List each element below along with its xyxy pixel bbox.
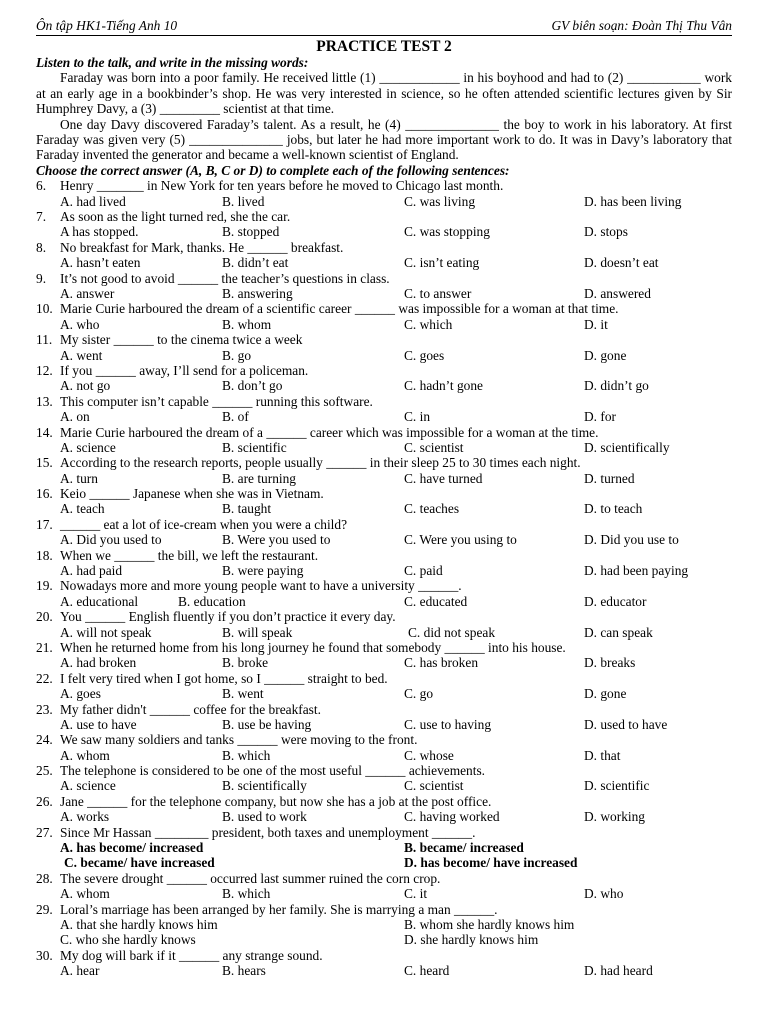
question-text: We saw many soldiers and tanks ______ were moving to the front.: [60, 732, 418, 748]
listen-instruction: Listen to the talk, and write in the missing words:: [36, 55, 309, 70]
option-c[interactable]: C. goes: [404, 347, 445, 363]
question-number: 21.: [36, 639, 53, 655]
option-d[interactable]: D. that: [584, 747, 621, 763]
question-item: [36, 486, 732, 501]
option-d[interactable]: D. had heard: [584, 963, 653, 979]
paragraph-2: [36, 117, 732, 163]
question-number: 23.: [36, 701, 53, 717]
option-b[interactable]: B. whom: [222, 316, 272, 332]
question-number: 28.: [36, 870, 53, 886]
question-text: The severe drought ______ occurred last summer ruined the corn crop.: [60, 870, 441, 886]
question-item: [36, 763, 732, 778]
question-number: 10.: [36, 301, 53, 317]
option-d[interactable]: D. scientific: [584, 778, 650, 794]
question-text: Marie Curie harboured the dream of a scientific career ______ was impossible for a woman at that time.: [60, 301, 619, 317]
question-item: [36, 640, 732, 655]
answer-options: [36, 932, 732, 947]
answer-options: [36, 963, 732, 978]
option-d[interactable]: D. she hardly knows him: [404, 932, 539, 948]
question-item: [36, 871, 732, 886]
question-item: [36, 948, 732, 963]
option-c[interactable]: C. whose: [404, 747, 454, 763]
option-b[interactable]: B. whom she hardly knows him: [404, 917, 575, 932]
option-b[interactable]: B. were paying: [222, 563, 304, 579]
question-number: 8.: [36, 239, 47, 255]
question-item: [36, 825, 732, 840]
question-text: Jane ______ for the telephone company, but now she has a job at the post office.: [60, 793, 492, 809]
question-number: 22.: [36, 670, 53, 686]
question-number: 15.: [36, 455, 53, 471]
option-a[interactable]: A. will not speak: [60, 624, 152, 640]
option-c[interactable]: C. educated: [404, 593, 468, 609]
answer-options: [36, 440, 732, 455]
question-item: [36, 301, 732, 316]
option-a[interactable]: A. has become/ increased: [60, 840, 204, 856]
option-b[interactable]: B. taught: [222, 501, 272, 517]
option-b[interactable]: B. go: [222, 347, 252, 363]
question-number: 25.: [36, 763, 53, 779]
answer-options: [36, 717, 732, 732]
paragraph-2-text: One day Davy discovered Faraday’s talent. As a result, he (4) ______________ the boy to work in his laboratory. At first Faraday was given very (5) ______________ jobs, but later he had more important work to do. It was in Davy’s laboratory that Faraday invented the generator and became a well-known scientist of England.: [36, 116, 732, 163]
option-c[interactable]: C. go: [404, 686, 434, 702]
option-d[interactable]: D. stops: [584, 224, 628, 240]
answer-options: [36, 532, 732, 547]
option-a[interactable]: A. whom: [60, 747, 110, 763]
option-b[interactable]: B. went: [222, 686, 264, 702]
question-text: Marie Curie harboured the dream of a ______ career which was impossible for a woman at the time.: [60, 424, 599, 440]
option-b[interactable]: B. use be having: [222, 716, 312, 732]
option-c[interactable]: C. was living: [404, 193, 476, 209]
option-a[interactable]: A. science: [60, 439, 116, 455]
option-d[interactable]: D. for: [584, 409, 616, 425]
option-b[interactable]: B. which: [222, 747, 271, 763]
option-b[interactable]: B. will speak: [222, 624, 293, 640]
question-number: 14.: [36, 424, 53, 440]
option-b[interactable]: B. lived: [222, 193, 265, 209]
question-item: [36, 517, 732, 532]
answer-options: [36, 778, 732, 793]
option-d[interactable]: D. answered: [584, 285, 651, 301]
question-item: [36, 609, 732, 624]
question-text: Since Mr Hassan ________ president, both taxes and unemployment ______.: [60, 824, 476, 840]
question-number: 24.: [36, 732, 53, 748]
question-number: 12.: [36, 362, 53, 378]
answer-options: [36, 194, 732, 209]
document-page: [36, 18, 732, 979]
option-b[interactable]: B. used to work: [222, 809, 307, 825]
question-text: My father didn't ______ coffee for the breakfast.: [60, 701, 321, 717]
option-c[interactable]: C. Were you using to: [404, 532, 517, 548]
option-a[interactable]: A. that she hardly knows him: [60, 917, 218, 932]
page-title: PRACTICE TEST 2: [316, 38, 452, 55]
question-item: [36, 578, 732, 593]
option-c[interactable]: C. in: [404, 409, 431, 425]
option-b[interactable]: B. of: [222, 409, 249, 425]
page-header: [36, 18, 732, 36]
option-a[interactable]: A. had paid: [60, 563, 123, 579]
question-number: 11.: [36, 332, 53, 348]
option-d[interactable]: D. has become/ have increased: [404, 855, 578, 871]
question-list: [36, 178, 732, 978]
option-a[interactable]: A has stopped.: [60, 224, 139, 240]
question-number: 6.: [36, 178, 47, 194]
option-d[interactable]: D. it: [584, 316, 608, 332]
option-d[interactable]: D. can speak: [584, 624, 653, 640]
question-item: [36, 178, 732, 193]
header-right: GV biên soạn: Đoàn Thị Thu Vân: [551, 18, 732, 33]
option-b[interactable]: B. Were you used to: [222, 532, 331, 548]
option-b[interactable]: B. don’t go: [222, 378, 283, 394]
question-number: 13.: [36, 393, 53, 409]
answer-options: [36, 625, 732, 640]
option-c[interactable]: C. who she hardly knows: [60, 932, 196, 948]
option-b[interactable]: B. stopped: [222, 224, 280, 240]
answer-options: [36, 840, 732, 855]
option-b[interactable]: B. broke: [222, 655, 269, 671]
option-c[interactable]: C. which: [404, 316, 453, 332]
option-d[interactable]: D. breaks: [584, 655, 636, 671]
paragraph-1: [36, 70, 732, 116]
option-d[interactable]: D. gone: [584, 686, 627, 702]
question-text: My sister ______ to the cinema twice a week: [60, 332, 303, 348]
option-c[interactable]: C. did not speak: [408, 624, 496, 640]
option-a[interactable]: A. hear: [60, 963, 100, 979]
question-text: I felt very tired when I got home, so I ______ straight to bed.: [60, 670, 388, 686]
option-a[interactable]: A. whom: [60, 886, 110, 902]
question-number: 17.: [36, 516, 53, 532]
option-c[interactable]: C. paid: [404, 563, 443, 579]
question-text: My dog will bark if it ______ any strange sound.: [60, 947, 323, 963]
option-c[interactable]: C. isn’t eating: [404, 255, 480, 271]
question-number: 20.: [36, 609, 53, 625]
option-c[interactable]: C. heard: [404, 963, 450, 979]
answer-options: [36, 409, 732, 424]
option-d[interactable]: D. to teach: [584, 501, 643, 517]
option-a[interactable]: A. turn: [60, 470, 98, 486]
answer-options: [36, 594, 732, 609]
option-b[interactable]: B. hears: [222, 963, 266, 979]
question-item: [36, 702, 732, 717]
question-item: [36, 902, 732, 917]
option-c[interactable]: C. was stopping: [404, 224, 490, 240]
option-d[interactable]: D. gone: [584, 347, 627, 363]
header-left: Ôn tập HK1-Tiếng Anh 10: [36, 18, 178, 33]
option-d[interactable]: D. who: [584, 886, 624, 902]
option-c[interactable]: C. has broken: [404, 655, 479, 671]
option-a[interactable]: A. educational: [60, 593, 139, 609]
option-c[interactable]: C. scientist: [404, 439, 464, 455]
option-c[interactable]: C. scientist: [404, 778, 464, 794]
option-b[interactable]: B. scientifically: [222, 778, 307, 794]
option-b[interactable]: B. education: [178, 593, 246, 609]
question-item: [36, 209, 732, 224]
option-a[interactable]: A. use to have: [60, 716, 137, 732]
option-b[interactable]: B. scientific: [222, 439, 287, 455]
question-text: This computer isn’t capable ______ running this software.: [60, 393, 373, 409]
question-number: 9.: [36, 270, 47, 286]
answer-options: [36, 255, 732, 270]
question-text: Henry _______ in New York for ten years before he moved to Chicago last month.: [60, 178, 504, 194]
question-number: 19.: [36, 578, 53, 594]
question-text: The telephone is considered to be one of the most useful ______ achievements.: [60, 763, 486, 779]
question-item: [36, 548, 732, 563]
option-d[interactable]: D. scientifically: [584, 439, 670, 455]
choose-instruction: Choose the correct answer (A, B, C or D) to complete each of the following sentences:: [36, 162, 510, 178]
option-d[interactable]: D. has been living: [584, 193, 682, 209]
question-text: You ______ English fluently if you don’t practice it every day.: [60, 609, 396, 625]
answer-options: [36, 317, 732, 332]
option-c[interactable]: C. teaches: [404, 501, 460, 517]
question-item: [36, 332, 732, 347]
question-number: 29.: [36, 901, 53, 917]
question-item: [36, 671, 732, 686]
question-text: Loral’s marriage has been arranged by her family. She is marrying a man ______.: [60, 901, 498, 917]
option-a[interactable]: A. had lived: [60, 193, 126, 209]
answer-options: [36, 348, 732, 363]
question-item: [36, 794, 732, 809]
option-b[interactable]: B. didn’t eat: [222, 255, 289, 271]
question-text: No breakfast for Mark, thanks. He ______ breakfast.: [60, 239, 344, 255]
option-b[interactable]: B. which: [222, 886, 271, 902]
question-text: If you ______ away, I’ll send for a policeman.: [60, 362, 309, 378]
answer-options: [36, 809, 732, 824]
answer-options: [36, 917, 732, 932]
option-d[interactable]: D. Did you use to: [584, 532, 679, 548]
paragraph-1-text: Faraday was born into a poor family. He received little (1) ____________ in his boyhood and had to (2) ___________ work at an early age in a bookbinder’s shop. He was very interested in science, so he often attended scientific lectures given by Sir Humphrey Davy, a (3) _________ scientist at that time.: [36, 70, 732, 117]
answer-options: [36, 748, 732, 763]
question-text: Nowadays more and more young people want to have a university ______.: [60, 578, 462, 594]
question-item: [36, 363, 732, 378]
answer-options: [36, 224, 732, 239]
question-text: When he returned home from his long journey he found that somebody ______ into his house.: [60, 639, 566, 655]
option-c[interactable]: C. hadn’t gone: [404, 378, 483, 394]
question-item: [36, 240, 732, 255]
option-d[interactable]: D. used to have: [584, 716, 668, 732]
answer-options: [36, 886, 732, 901]
question-text: According to the research reports, people usually ______ in their sleep 25 to 30 times each night.: [60, 455, 581, 471]
option-c[interactable]: C. to answer: [404, 285, 472, 301]
question-number: 30.: [36, 947, 53, 963]
question-item: [36, 425, 732, 440]
option-c[interactable]: C. have turned: [404, 470, 483, 486]
option-d[interactable]: D. educator: [584, 593, 647, 609]
option-d[interactable]: D. didn’t go: [584, 378, 649, 394]
question-item: [36, 455, 732, 470]
question-number: 18.: [36, 547, 53, 563]
option-a[interactable]: A. who: [60, 316, 100, 332]
question-text: ______ eat a lot of ice-cream when you were a child?: [60, 516, 348, 532]
option-a[interactable]: A. Did you used to: [60, 532, 162, 548]
question-item: [36, 394, 732, 409]
option-a[interactable]: A. teach: [60, 501, 105, 517]
question-text: When we ______ the bill, we left the restaurant.: [60, 547, 319, 563]
answer-options: [36, 501, 732, 516]
option-b[interactable]: B. answering: [222, 285, 293, 301]
answer-options: [36, 378, 732, 393]
option-c[interactable]: C. use to having: [404, 716, 492, 732]
option-d[interactable]: D. had been paying: [584, 563, 689, 579]
option-a[interactable]: A. answer: [60, 285, 115, 301]
answer-options: [36, 655, 732, 670]
option-a[interactable]: A. hasn’t eaten: [60, 255, 141, 271]
question-text: Keio ______ Japanese when she was in Vietnam.: [60, 486, 324, 502]
answer-options: [36, 563, 732, 578]
answer-options: [36, 286, 732, 301]
option-a[interactable]: A. had broken: [60, 655, 137, 671]
answer-options: [36, 686, 732, 701]
question-number: 26.: [36, 793, 53, 809]
option-a[interactable]: A. went: [60, 347, 103, 363]
question-text: As soon as the light turned red, she the car.: [60, 209, 291, 225]
option-d[interactable]: D. working: [584, 809, 645, 825]
answer-options: [36, 855, 732, 870]
question-text: It’s not good to avoid ______ the teacher’s questions in class.: [60, 270, 390, 286]
option-a[interactable]: A. not go: [60, 378, 111, 394]
option-b[interactable]: B. are turning: [222, 470, 297, 486]
answer-options: [36, 471, 732, 486]
question-number: 27.: [36, 824, 53, 840]
question-item: [36, 271, 732, 286]
option-d[interactable]: D. turned: [584, 470, 635, 486]
option-a[interactable]: A. works: [60, 809, 110, 825]
option-c[interactable]: C. having worked: [404, 809, 500, 825]
option-a[interactable]: A. science: [60, 778, 116, 794]
option-c[interactable]: C. became/ have increased: [64, 855, 215, 871]
option-b[interactable]: B. became/ increased: [404, 840, 524, 856]
question-number: 16.: [36, 486, 53, 502]
option-a[interactable]: A. goes: [60, 686, 101, 702]
question-item: [36, 732, 732, 747]
option-d[interactable]: D. doesn’t eat: [584, 255, 659, 271]
question-number: 7.: [36, 209, 47, 225]
option-a[interactable]: A. on: [60, 409, 90, 425]
option-c[interactable]: C. it: [404, 886, 428, 902]
